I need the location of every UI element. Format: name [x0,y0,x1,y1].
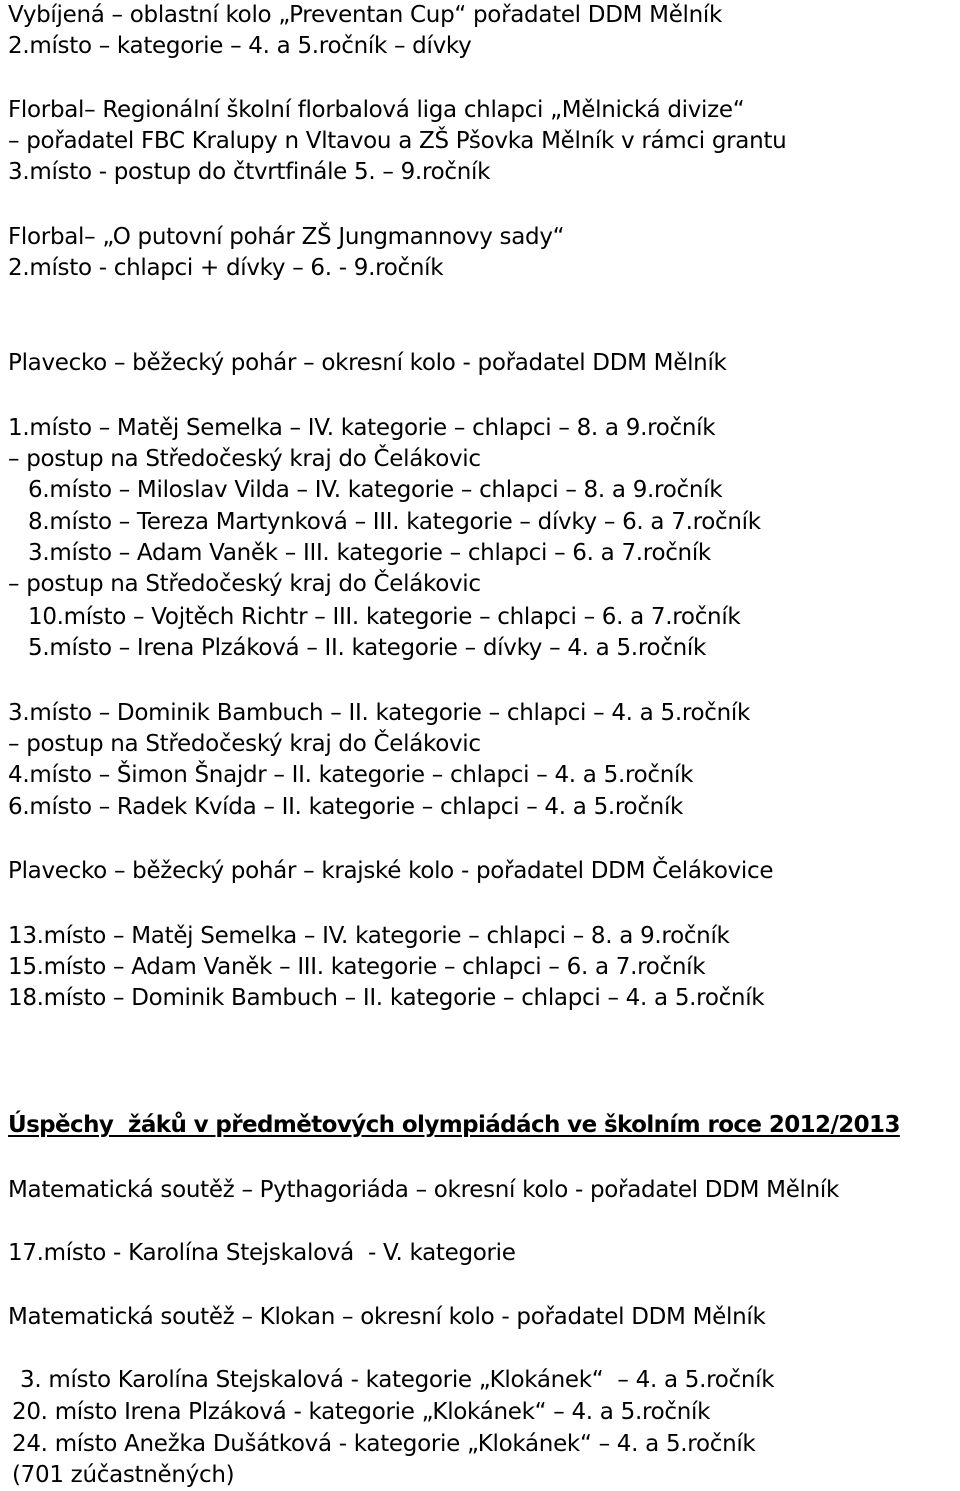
pythagoriada-result: 17.místo - Karolína Stejskalová - V. kategorie [8,1240,516,1266]
result-line: 20. místo Irena Plzáková - kategorie „Klokánek“ – 4. a 5.ročník [12,1399,711,1425]
participants-count: (701 zúčastněných) [12,1462,235,1488]
florbal-liga-line-3: 3.místo - postup do čtvrtfinále 5. – 9.ročník [8,159,491,185]
plavecko-krajske-title: Plavecko – běžecký pohár – krajské kolo - pořadatel DDM Čelákovice [8,858,774,884]
florbal-pohar-line-1: Florbal– „O putovní pohár ZŠ Jungmannovy sady“ [8,224,565,250]
result-line: 6.místo – Radek Kvída – II. kategorie – chlapci – 4. a 5.ročník [8,794,684,820]
result-line: 3.místo – Adam Vaněk – III. kategorie – chlapci – 6. a 7.ročník [28,540,711,566]
result-line: 4.místo – Šimon Šnajdr – II. kategorie – chlapci – 4. a 5.ročník [8,762,694,788]
florbal-liga-line-2: – pořadatel FBC Kralupy n Vltavou a ZŠ Pšovka Mělník v rámci grantu [8,128,787,154]
florbal-pohar-line-2: 2.místo - chlapci + dívky – 6. - 9.ročník [8,255,444,281]
result-line: 13.místo – Matěj Semelka – IV. kategorie – chlapci – 8. a 9.ročník [8,923,730,949]
result-line: 3. místo Karolína Stejskalová - kategorie „Klokánek“ – 4. a 5.ročník [20,1367,775,1393]
section-heading: Úspěchy žáků v předmětových olympiádách ve školním roce 2012/2013 [8,1112,900,1138]
result-line: 15.místo – Adam Vaněk – III. kategorie – chlapci – 6. a 7.ročník [8,954,706,980]
pythagoriada-title: Matematická soutěž – Pythagoriáda – okresní kolo - pořadatel DDM Mělník [8,1177,840,1203]
result-line: 6.místo – Miloslav Vilda – IV. kategorie – chlapci – 8. a 9.ročník [28,477,723,503]
result-line: – postup na Středočeský kraj do Čelákovic [8,446,481,472]
florbal-liga-line-1: Florbal– Regionální školní florbalová liga chlapci „Mělnická divize“ [8,97,745,123]
result-line: – postup na Středočeský kraj do Čelákovic [8,571,481,597]
result-line: 1.místo – Matěj Semelka – IV. kategorie – chlapci – 8. a 9.ročník [8,415,716,441]
preventan-line-2: 2.místo – kategorie – 4. a 5.ročník – dívky [8,33,472,59]
result-line: 5.místo – Irena Plzáková – II. kategorie – dívky – 4. a 5.ročník [28,635,706,661]
result-line: 18.místo – Dominik Bambuch – II. kategorie – chlapci – 4. a 5.ročník [8,985,765,1011]
result-line: 3.místo – Dominik Bambuch – II. kategorie – chlapci – 4. a 5.ročník [8,700,750,726]
plavecko-okresni-title: Plavecko – běžecký pohár – okresní kolo - pořadatel DDM Mělník [8,350,727,376]
result-line: – postup na Středočeský kraj do Čelákovic [8,731,481,757]
preventan-line-1: Vybíjená – oblastní kolo „Preventan Cup“ pořadatel DDM Mělník [8,2,723,28]
result-line: 10.místo – Vojtěch Richtr – III. kategorie – chlapci – 6. a 7.ročník [28,604,741,630]
klokan-title: Matematická soutěž – Klokan – okresní kolo - pořadatel DDM Mělník [8,1304,766,1330]
result-line: 8.místo – Tereza Martynková – III. kategorie – dívky – 6. a 7.ročník [28,509,761,535]
result-line: 24. místo Anežka Dušátková - kategorie „Klokánek“ – 4. a 5.ročník [12,1431,756,1457]
